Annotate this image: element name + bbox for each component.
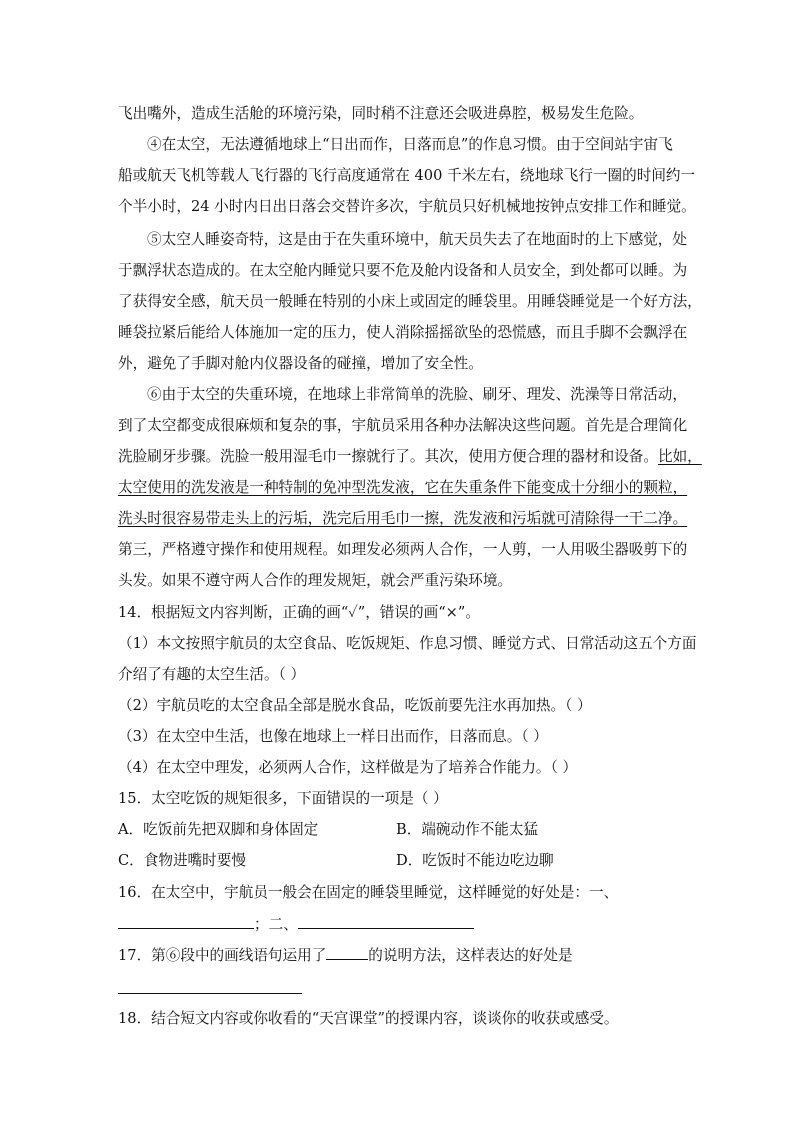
question-15-stem: 15．太空吃饭的规矩很多，下面错误的一项是（ ）	[118, 790, 448, 807]
paragraph-4-line: ④在太空，无法遵循地球上“日出而作，日落而息”的作息习惯。由于空间站宇宙飞	[147, 136, 673, 153]
paragraph-6-line	[118, 447, 702, 467]
question-18-stem: 18．结合短文内容或你收看的“天宫课堂”的授课内容，谈谈你的收获或感受。	[118, 1010, 619, 1027]
paragraph-5-line: 了获得安全感，航天员一般睡在特别的小床上或固定的睡袋里。用睡袋睡觉是一个好方法，	[118, 293, 702, 310]
option-a[interactable]: A．吃饭前先把双脚和身体固定	[118, 821, 319, 838]
answer-blank-1[interactable]	[118, 914, 254, 929]
paragraph-6-line: 头发。如果不遵守两人合作的理发规矩，就会严重污染环境。	[118, 572, 513, 589]
question-16-blanks	[118, 914, 678, 935]
paragraph-4-line: 个半小时，24 小时内日出日落会交替许多次，宇航员只好机械地按钟点安排工作和睡觉。	[118, 198, 696, 215]
question-14-item-4[interactable]: （4）在太空中理发，必须两人合作，这样做是为了培养合作能力。（ ）	[118, 759, 578, 776]
paragraph-5-line: ⑤太空人睡姿奇特，这是由于在失重环境中，航天员失去了在地面时的上下感觉，处	[147, 231, 687, 248]
question-16-stem: 16．在太空中，宇航员一般会在固定的睡袋里睡觉，这样睡觉的好处是：一、	[118, 884, 619, 901]
question-14-item-2[interactable]: （2）宇航员吃的太空食品全部是脱水食品，吃饭前要先注水再加热。（ ）	[118, 697, 592, 714]
paragraph-4-line: 船或航天飞机等载人飞行器的飞行高度通常在 400 千米左右，绕地球飞行一圈的时间约一	[118, 167, 696, 184]
question-17-text: 17．第⑥段中的画线语句运用了	[118, 947, 327, 964]
underlined-sentence: 比如，	[657, 448, 702, 465]
paragraph-6-line: 第三，严格遵守操作和使用规程。如理发必须两人合作，一人剪，一人用吸尘器吸剪下的	[118, 541, 688, 558]
answer-line[interactable]	[118, 993, 302, 994]
blank-separator: ；二、	[254, 916, 298, 933]
paragraph-5-line: 外，避免了手脚对舱内仪器设备的碰撞，增加了安全性。	[118, 355, 483, 372]
paragraph-6-text: 洗脸刷牙步骤。洗脸一般用湿毛巾一擦就行了。其次，使用方便合理的器材和设备。	[118, 448, 658, 465]
paragraph-3-tail: 飞出嘴外，造成生活舱的环境污染，同时稍不注意还会吸进鼻腔，极易发生危险。	[118, 105, 644, 122]
underlined-sentence: 太空使用的洗发液是一种特制的免冲型洗发液，它在失重条件下能变成十分细小的颗粒，	[118, 479, 688, 496]
question-17-text: 的说明方法，这样表达的好处是	[368, 947, 573, 964]
paragraph-5-line: 睡袋拉紧后能给人体施加一定的压力，使人消除摇摇欲坠的恐慌感，而且手脚不会飘浮在	[118, 324, 688, 341]
question-14-stem: 14．根据短文内容判断，正确的画“✓”，错误的画“×”。	[118, 604, 480, 621]
underlined-sentence: 洗头时很容易带走头上的污垢，洗完后用毛巾一擦，洗发液和污垢就可清除得一干二净。	[118, 510, 688, 527]
paragraph-6-line: 到了太空都变成很麻烦和复杂的事，宇航员采用各种办法解决这些问题。首先是合理简化	[118, 417, 688, 434]
option-b[interactable]: B．端碗动作不能太猛	[396, 821, 539, 838]
question-17-stem	[118, 945, 678, 966]
option-c[interactable]: C．食物进嘴时要慢	[118, 852, 246, 869]
paragraph-6-line: ⑥由于太空的失重环境，在地球上非常简单的洗脸、刷牙、理发、洗澡等日常活动，	[147, 386, 687, 403]
answer-blank-2[interactable]	[298, 914, 474, 929]
option-d[interactable]: D．吃饭时不能边吃边聊	[396, 852, 554, 869]
paragraph-5-line: 于飘浮状态造成的。在太空舱内睡觉只要不危及舱内设备和人员安全，到处都可以睡。为	[118, 262, 688, 279]
question-14-item-1: （1）本文按照宇航员的太空食品、吃饭规矩、作息习惯、睡觉方式、日常活动这五个方面	[118, 635, 697, 652]
question-14-item-3[interactable]: （3）在太空中生活，也像在地球上一样日出而作，日落而息。（ ）	[118, 728, 548, 745]
answer-blank-method[interactable]	[326, 945, 368, 960]
question-14-item-1-cont[interactable]: 介绍了有趣的太空生活。（ ）	[118, 666, 306, 683]
